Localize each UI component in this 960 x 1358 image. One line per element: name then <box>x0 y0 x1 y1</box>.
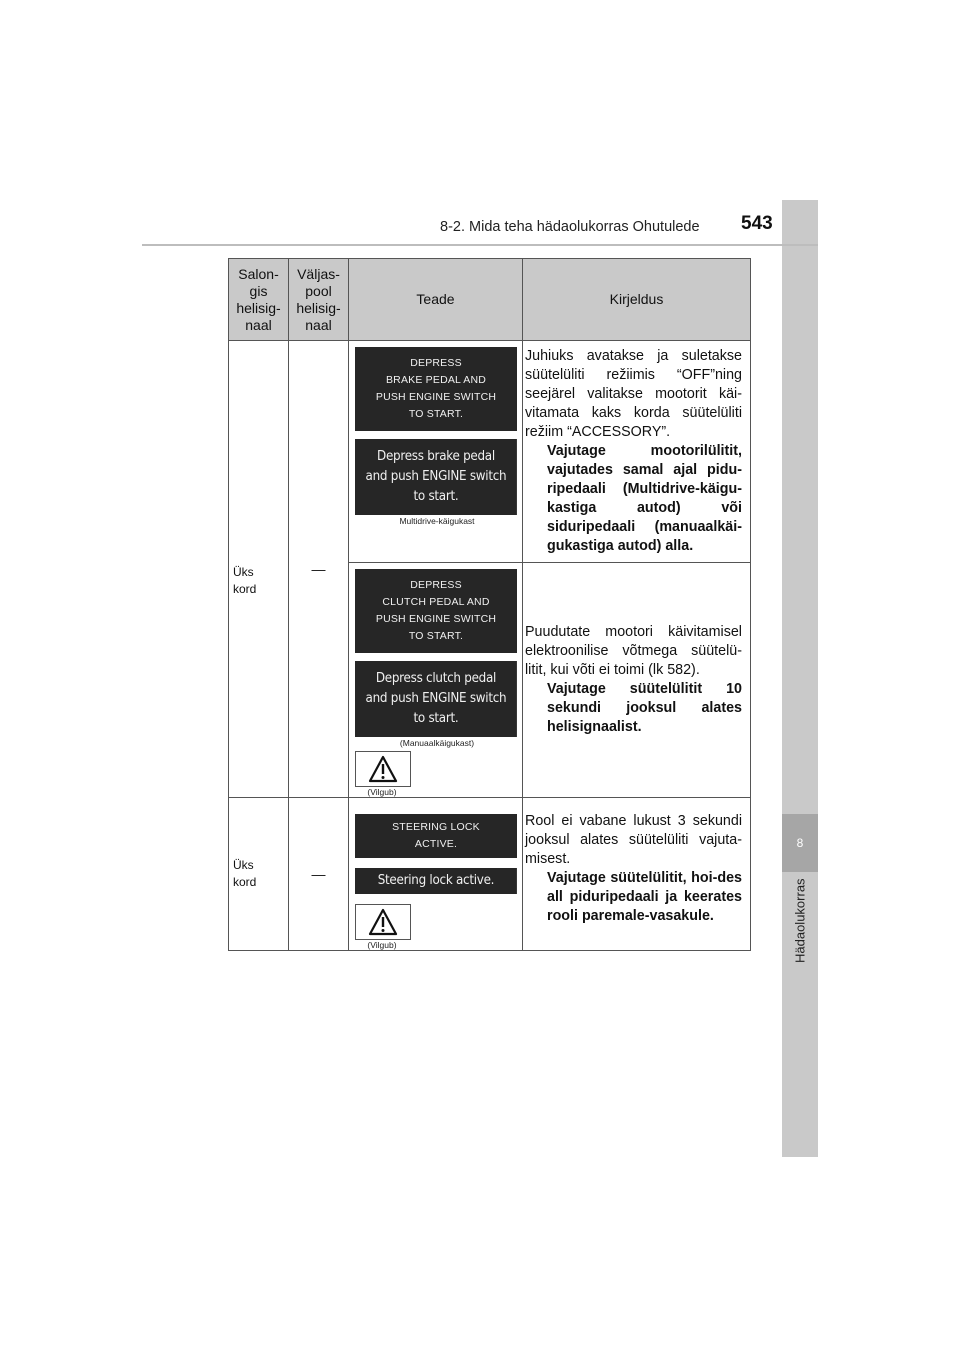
message-cell <box>349 341 523 563</box>
action-instruction <box>525 869 742 926</box>
display-message-caps: DEPRESS CLUTCH PEDAL AND PUSH ENGINE SWITCH TO START. <box>355 569 517 653</box>
description-cell <box>523 563 751 798</box>
description-text: Juhiuks avatakse ja suletakse süütelüliti režiimis “OFF”ning seejärel valitakse mootorit käi-vitamata kaks korda süütelüliti režiim “ACCESSORY”. <box>525 348 742 440</box>
description-cell <box>523 798 751 951</box>
action-text: Vajutage süütelülitit 10 sekundi jooksul alates helisignaalist. <box>547 681 742 735</box>
description-cell <box>523 341 751 563</box>
section-title: 8-2. Mida teha hädaolukorras Ohutulede <box>440 219 700 235</box>
exterior-buzzer-text: — <box>311 866 326 882</box>
interior-buzzer-cell <box>229 798 289 951</box>
table-header-row <box>229 259 751 341</box>
exterior-buzzer-text: — <box>311 561 326 577</box>
blinking-caption: (Vilgub) <box>367 787 397 797</box>
action-text: Vajutage süütelülitit, hoi-des all piduripedaali ja keerates rooli paremale-vasakule. <box>547 870 742 924</box>
exterior-buzzer-cell <box>289 798 349 951</box>
display-message-caps: DEPRESS BRAKE PEDAL AND PUSH ENGINE SWITCH TO START. <box>355 347 517 431</box>
table-row <box>229 798 751 951</box>
display-message-script: Depress brake pedal and push ENGINE switch to start. <box>355 439 517 515</box>
side-chapter-tab <box>782 200 818 1157</box>
interior-buzzer-text: Üks kord <box>233 565 257 596</box>
col-description: Kirjeldus <box>523 259 751 341</box>
header-rule <box>142 244 818 246</box>
chapter-number: 8 <box>782 814 818 872</box>
action-instruction <box>525 680 742 737</box>
message-cell <box>349 563 523 798</box>
display-message-caps: STEERING LOCK ACTIVE. <box>355 814 517 858</box>
blinking-caption: (Vilgub) <box>367 940 397 950</box>
arrow-right-icon <box>525 869 547 888</box>
chapter-label: Hädaolukorras <box>792 878 808 963</box>
exterior-buzzer-cell <box>289 341 349 798</box>
description-text: Rool ei vabane lukust 3 sekundi jooksul alates süütelüliti vajuta-misest. <box>525 813 742 867</box>
col-exterior-buzzer: Väljas- pool helisig- naal <box>289 259 349 341</box>
arrow-right-icon <box>525 680 547 699</box>
message-cell <box>349 798 523 951</box>
page-number: 543 <box>741 213 773 234</box>
warning-triangle-icon <box>355 904 411 940</box>
interior-buzzer-text: Üks kord <box>233 858 257 889</box>
transmission-caption: (Manuaalkäigukast) <box>399 738 475 748</box>
col-interior-buzzer: Salon- gis helisig- naal <box>229 259 289 341</box>
description-text: Puudutate mootori käivitamisel elektroonilise võtmega süütelü-litit, kui võti ei toimi (lk 582). <box>525 624 742 678</box>
arrow-right-icon <box>525 442 547 461</box>
interior-buzzer-cell <box>229 341 289 798</box>
display-message-script: Depress clutch pedal and push ENGINE switch to start. <box>355 661 517 737</box>
warning-message-table <box>228 258 751 951</box>
col-message: Teade <box>349 259 523 341</box>
table-row <box>229 341 751 563</box>
warning-triangle-icon <box>355 751 411 787</box>
transmission-caption: Multidrive-käigukast <box>399 516 475 526</box>
action-instruction <box>525 442 742 556</box>
action-text: Vajutage mootorilülitit, vajutades samal ajal pidu-ripedaali (Multidrive-käigu-kastiga autod) või siduripedaali (manuaalkäi-gukastiga autod) alla. <box>547 443 742 554</box>
display-message-script: Steering lock active. <box>355 868 517 894</box>
